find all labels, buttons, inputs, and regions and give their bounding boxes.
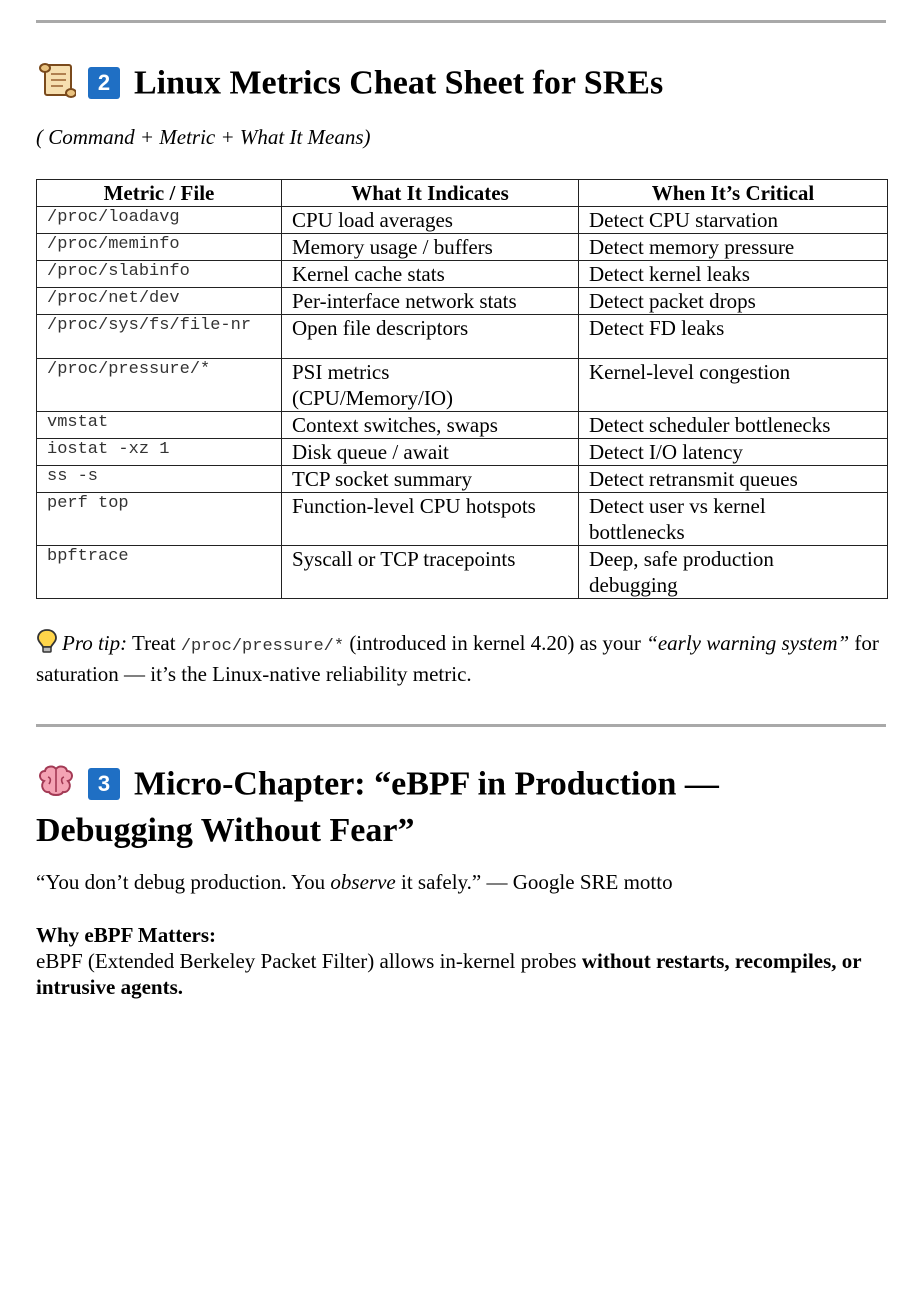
table-row [37,207,888,234]
table-row [37,493,888,546]
metric-indicates: Memory usage / buffers [282,234,579,261]
metric-critical: Detect scheduler bottlenecks [579,412,888,439]
metric-indicates: Syscall or TCP tracepoints [282,546,579,599]
table-row [37,261,888,288]
quote-text: it safely.” — Google SRE motto [395,870,673,894]
metric-indicates: Per-interface network stats [282,288,579,315]
section-title-continued: Debugging Without Fear” [36,812,415,849]
metric-file: /proc/meminfo [37,234,282,261]
column-header: When It’s Critical [579,180,888,207]
scroll-icon [36,60,76,111]
metric-indicates: Kernel cache stats [282,261,579,288]
metric-file: /proc/pressure/* [37,359,282,412]
metric-indicates: Open file descriptors [282,315,579,359]
metric-indicates: CPU load averages [282,207,579,234]
table-row [37,234,888,261]
metric-indicates: Disk queue / await [282,439,579,466]
lightbulb-icon [36,628,58,661]
section-2-heading [36,60,896,111]
tip-text: (introduced in kernel 4.20) as your [344,631,647,655]
metric-file: vmstat [37,412,282,439]
metric-indicates: PSI metrics (CPU/Memory/IO) [282,359,579,412]
metric-file: perf top [37,493,282,546]
metric-critical: Detect CPU starvation [579,207,888,234]
tip-text: for saturation — it’s the Linux-native reliability metric. [36,631,879,686]
metric-file: /proc/sys/fs/file-nr [47,316,252,335]
brain-icon [36,763,76,810]
metric-file-cell [37,315,282,359]
table-row [37,466,888,493]
metric-indicates: Context switches, swaps [282,412,579,439]
metric-indicates: Function-level CPU hotspots [282,493,579,546]
top-divider [36,20,886,23]
metric-critical: Detect kernel leaks [579,261,888,288]
metric-file: /proc/loadavg [37,207,282,234]
table-row [37,439,888,466]
table-row [37,359,888,412]
metric-critical: Kernel-level congestion [579,359,888,412]
section-number-badge: 3 [88,768,120,800]
section-3-heading [36,763,896,852]
tip-text: Treat [127,631,181,655]
pro-tip [36,628,886,688]
table-row [37,315,888,359]
why-ebpf-heading: Why eBPF Matters: [36,923,216,947]
metric-critical: Detect packet drops [579,288,888,315]
table-row [37,288,888,315]
section-divider [36,724,886,727]
table-row [37,546,888,599]
metric-file: /proc/slabinfo [37,261,282,288]
metric-critical: Detect I/O latency [579,439,888,466]
tip-code: /proc/pressure/* [180,637,345,656]
metric-critical: Detect user vs kernel bottlenecks [579,493,888,546]
metric-file: /proc/net/dev [37,288,282,315]
tip-emphasis: “early warning system” [646,631,850,655]
table-row [37,412,888,439]
metrics-table [36,179,888,599]
metric-file: bpftrace [37,546,282,599]
quote [36,870,673,895]
column-header: Metric / File [37,180,282,207]
section-number-badge: 2 [88,67,120,99]
metric-critical: Deep, safe production debugging [579,546,888,599]
section-subtitle: ( Command + Metric + What It Means) [36,125,371,149]
metric-file: iostat -xz 1 [37,439,282,466]
why-ebpf-bold: without restarts, recompiles, or intrusive agents. [36,949,862,999]
why-ebpf-text [36,948,886,1000]
section-title: Micro-Chapter: “eBPF in Production — [134,765,719,803]
tip-label: Pro tip: [62,631,128,655]
metric-file: ss -s [37,466,282,493]
why-ebpf-sentence: eBPF (Extended Berkeley Packet Filter) allows in-kernel probes [36,949,582,973]
quote-emphasis: observe [330,870,396,894]
metric-critical: Detect memory pressure [579,234,888,261]
metric-critical: Detect retransmit queues [579,466,888,493]
metric-indicates: TCP socket summary [282,466,579,493]
section-title: Linux Metrics Cheat Sheet for SREs [134,64,664,102]
quote-text: “You don’t debug production. You [36,870,331,894]
table-header-row [37,180,888,207]
column-header: What It Indicates [282,180,579,207]
metric-critical: Detect FD leaks [579,315,888,359]
